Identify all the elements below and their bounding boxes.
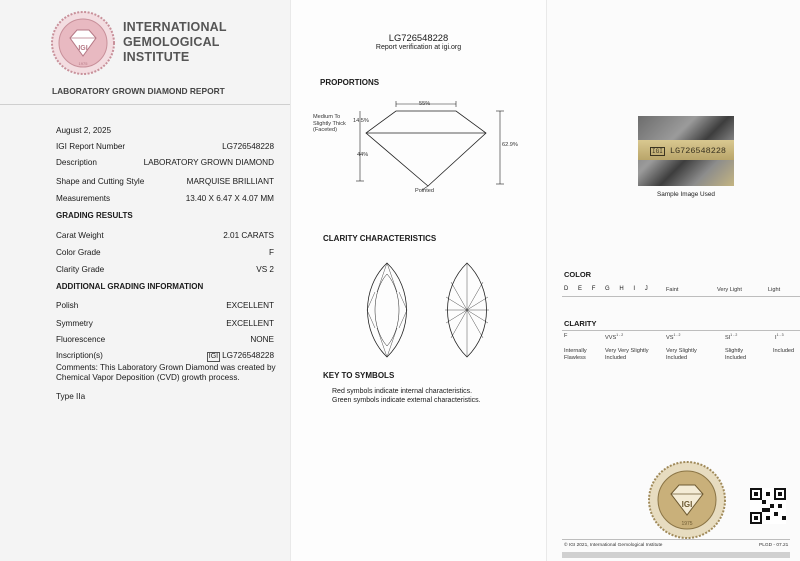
symmetry-label: Symmetry [56,319,93,328]
report-number-value: LG726548228 [222,142,274,151]
color-faint: Faint [666,287,679,293]
color-grade-e: E [578,286,583,292]
measurements-value: 13.40 X 6.47 X 4.07 MM [185,194,274,203]
clarity-vs-label: VS [666,334,674,341]
sample-number: LG726548228 [669,146,727,156]
fluorescence-value: NONE [250,335,274,344]
inscription-label: Inscription(s) [56,351,103,360]
type-text: Type IIa [56,392,86,401]
polish-value: EXCELLENT [226,301,274,310]
color-grade-label: Color Grade [56,248,101,257]
sample-logo-icon: IGI [652,148,663,155]
measurements-label: Measurements [56,194,111,203]
clarity-i-sup: 1 - 3 [776,333,784,337]
gold-seal-icon [647,460,727,540]
clarity-grade-si [725,333,737,341]
clarity-grade-i [775,333,784,341]
report-title: LABORATORY GROWN DIAMOND REPORT [52,86,225,96]
verification-text: Report verification at igi.org [375,44,462,51]
proportions-heading: PROPORTIONS [320,78,380,87]
additional-grading-heading: ADDITIONAL GRADING INFORMATION [56,282,204,291]
crown-percent: 14.5% [353,118,369,124]
carat-label: Carat Weight [56,231,104,240]
clarity-grade-vs [666,333,680,341]
polish-label: Polish [56,301,79,310]
report-panel-left [0,0,290,561]
clarity-desc-if: Internally Flawless [564,348,587,361]
clarity-si-label: SI [725,334,731,341]
clarity-i-label: I [775,334,777,341]
institute-line-1: INTERNATIONAL [123,20,227,34]
color-grade-f: F [591,286,596,292]
sample-caption: Sample Image Used [657,191,715,198]
clarity-vvs-label: VVS [605,334,617,341]
sample-image [638,116,734,186]
gold-seal-text: IGI [681,500,693,509]
inscription-value [207,351,274,362]
report-panel-middle [291,0,546,561]
shape-label: Shape and Cutting Style [56,177,145,186]
clarity-desc-i: Included [773,348,795,354]
color-grade-g: G [605,286,610,292]
clarity-desc-vvs: Very Very Slightly Included [605,348,649,361]
pavilion-percent: 44% [357,152,369,158]
color-grade-row [564,286,648,292]
girdle-label: Medium To Slightly Thick (Faceted) [313,114,346,134]
clarity-grade-vvs [605,333,623,341]
key-line-green: Green symbols indicate external characteristics. [332,397,481,404]
clarity-si-sup: 1 - 2 [730,333,738,337]
shape-value: MARQUISE BRILLIANT [186,177,274,186]
depth-percent: 62.9% [502,142,518,148]
clarity-grade-value: VS 2 [256,265,274,274]
institute-name [123,20,227,65]
clarity-vs-sup: 1 - 2 [673,333,681,337]
symmetry-value: EXCELLENT [226,319,274,328]
color-scale-line [562,296,800,297]
color-very-light: Very Light [717,287,742,293]
institute-line-2: GEMOLOGICAL [123,35,220,49]
grading-results-heading: GRADING RESULTS [56,211,133,220]
clarity-desc-si: Slightly Included [725,348,747,361]
report-date: August 2, 2025 [56,126,112,135]
sample-inscription [650,146,726,156]
description-label: Description [56,158,97,167]
seal-year: 1975 [78,61,88,66]
inscription-number: LG726548228 [222,351,274,360]
color-grade-value: F [268,248,274,257]
marquise-crown-diagram [359,262,415,358]
key-to-symbols-heading: KEY TO SYMBOLS [323,371,395,380]
color-grade-j: J [644,286,648,292]
culet-label: Pointed [415,188,434,194]
clarity-desc-vs: Very Slightly Included [666,348,697,361]
color-light: Light [768,287,781,293]
key-line-red: Red symbols indicate internal characteristics. [332,388,473,395]
footer-copyright: © IGI 2021, International Gemological Institute [564,543,663,548]
report-number-label: IGI Report Number [56,142,126,151]
footer-fine-print-band [562,552,790,558]
color-grade-h: H [619,286,624,292]
footer-line [562,539,790,540]
qr-code-icon[interactable] [750,488,786,524]
clarity-grade-f: F [564,333,568,339]
color-grade-i: I [633,286,636,292]
color-scale-heading: COLOR [564,270,592,279]
verification-number: LG726548228 [388,32,449,43]
seal-text: IGI [78,45,88,52]
fluorescence-label: Fluorescence [56,335,106,344]
marquise-pavilion-diagram [439,262,495,358]
table-percent: 55% [419,101,431,107]
inscription-logo-icon: IGI [208,353,219,360]
clarity-scale-line [562,330,800,331]
comments-text: Comments: This Laboratory Grown Diamond was created by Chemical Vapor Deposition (CVD) growth process. [56,363,276,382]
igi-seal-icon [50,10,116,76]
clarity-grade-label: Clarity Grade [56,265,105,274]
footer-code: PLGD - 07.21 [759,543,789,548]
description-value: LABORATORY GROWN DIAMOND [143,158,274,167]
report-panel-right [547,0,800,561]
proportions-diagram [311,96,526,196]
carat-value: 2.01 CARATS [223,231,274,240]
clarity-scale-heading: CLARITY [564,319,597,328]
gold-seal-year: 1975 [681,521,693,527]
institute-line-3: INSTITUTE [123,50,190,64]
color-grade-d: D [564,286,569,292]
clarity-characteristics-heading: CLARITY CHARACTERISTICS [323,234,437,243]
clarity-vvs-sup: 1 - 2 [616,333,624,337]
